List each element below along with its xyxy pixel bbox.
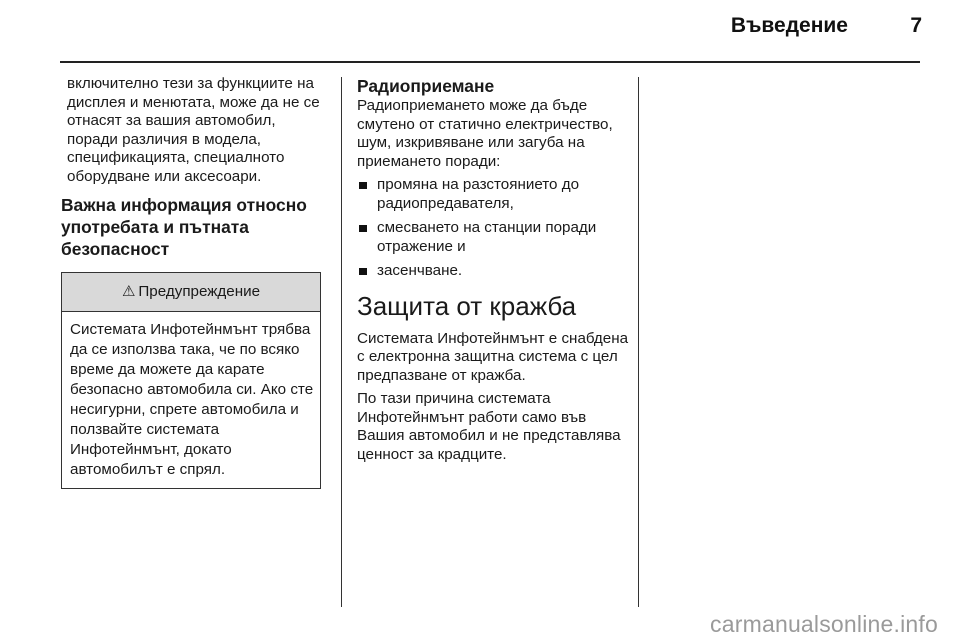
watermark: carmanualsonline.info <box>710 611 938 637</box>
bullet-square-icon <box>359 182 367 189</box>
warning-triangle-icon: ⚠ <box>121 282 136 300</box>
warning-body: Системата Инфотейнмънт трябва да се използва така, че по всяко време да можете да карате безопасно автомобила си. Ако сте несигурни, спрете автомобила и ползвайте системата Инфотейнмънт, докато автомобилът е спрял. <box>70 321 314 478</box>
column-divider-left <box>341 77 342 607</box>
radio-paragraph: Радиоприемането може да бъде смутено от статично електричество, шум, изкривяване или загуба на приемането поради: <box>357 97 613 170</box>
column-divider-right <box>638 77 639 607</box>
warning-box <box>61 272 321 489</box>
bullet-square-icon <box>359 225 367 232</box>
radio-bullet-list <box>357 176 629 281</box>
bullet-text: промяна на разстоянието до радиопредавателя, <box>377 176 580 212</box>
theft-heading: Защита от кражба <box>357 290 577 321</box>
page-header-title: Въведение <box>730 14 848 37</box>
intro-paragraph: включително тези за функциите на дисплея и менютата, може да не се отнасят за вашия автомобил, поради различия в модела, спецификацията, специалното оборудване или аксесоари. <box>67 75 320 185</box>
theft-paragraph-1: Системата Инфотейнмънт е снабдена с електронна защитна система с цел предпазване от кражба. <box>357 329 629 384</box>
list-item <box>357 219 629 256</box>
column-middle <box>357 75 629 469</box>
warning-header <box>62 273 320 312</box>
page-number: 7 <box>910 14 922 37</box>
list-item <box>357 262 629 281</box>
radio-heading: Радиоприемане <box>357 76 495 96</box>
theft-paragraph-2: По тази причина системата Инфотейнмънт работи само във Вашия автомобил и не представлява ценност за крадците. <box>357 390 621 463</box>
bullet-square-icon <box>359 268 367 275</box>
list-item <box>357 176 629 213</box>
bullet-text: смесването на станции поради отражение и <box>377 219 597 255</box>
safety-heading: Важна информация относно употребата и пътната безопасност <box>61 195 307 259</box>
bullet-text: засенчване. <box>377 262 463 279</box>
header-rule <box>60 61 920 63</box>
warning-title: Предупреждение <box>138 282 261 300</box>
column-left <box>61 75 329 489</box>
